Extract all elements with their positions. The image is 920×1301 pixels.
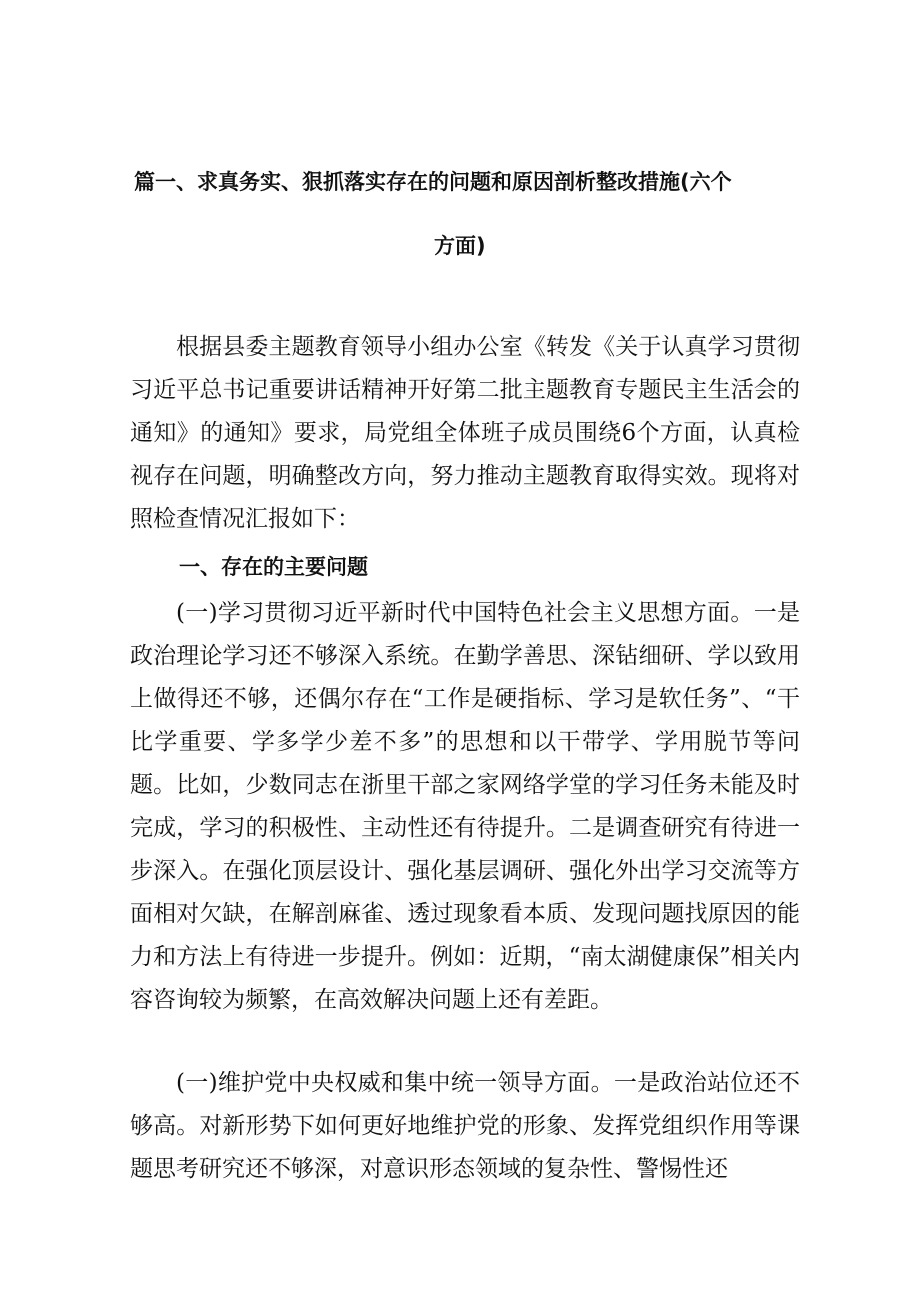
body-paragraph-1: (一)学习贯彻习近平新时代中国特色社会主义思想方面。一是政治理论学习还不够深入系统。在勤学善思、深钻细研、学以致用上做得还不够，还偶尔存在“工作是硬指标、学习是软任务”、“干比学重要、学多学少差不多”的思想和以干带学、学用脱节等问题。比如，少数同志在浙里干部之家网络学堂的学习任务未能及时完成，学习的积极性、主动性还有待提升。二是调查研究有待进一步深入。在强化顶层设计、强化基层调研、强化外出学习交流等方面相对欠缺，在解剖麻雀、透过现象看本质、发现问题找原因的能力和方法上有待进一步提升。例如：近期，“南太湖健康保”相关内容咨询较为频繁，在高效解决问题上还有差距。 — [130, 600, 800, 1013]
body-paragraph-2: (一)维护党中央权威和集中统一领导方面。一是政治站位还不够高。对新形势下如何更好地维护党的形象、发挥党组织作用等课题思考研究还不够深，对意识形态领域的复杂性、警惕性还 — [130, 1070, 800, 1182]
section-heading: 一、存在的主要问题 — [179, 555, 368, 579]
document-title-line-1: 篇一、求真务实、狠抓落实存在的问题和原因剖析整改措施(六个 — [134, 170, 732, 194]
document-title-line-2: 方面) — [434, 234, 486, 258]
intro-paragraph: 根据县委主题教育领导小组办公室《转发《关于认真学习贯彻习近平总书记重要讲话精神开好第二批主题教育专题民主生活会的通知》的通知》要求，局党组全体班子成员围绕6个方面，认真检视存在问题，明确整改方向，努力推动主题教育取得实效。现将对照检查情况汇报如下： — [130, 334, 800, 532]
